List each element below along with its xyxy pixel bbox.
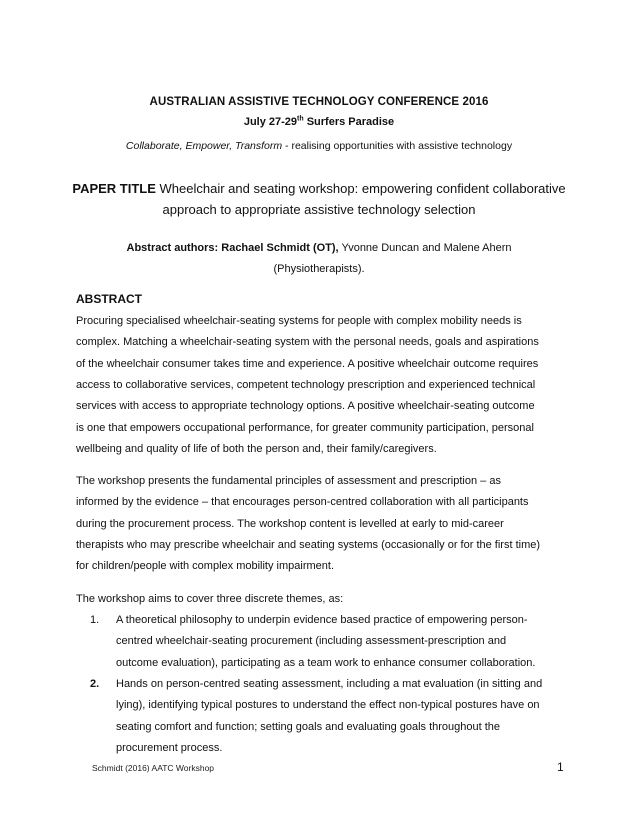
list-item-line: procurement process. <box>116 742 223 755</box>
paragraph-line: Procuring specialised wheelchair-seating systems for people with complex mobility needs is <box>76 315 522 327</box>
list-item-line: outcome evaluation), participating as a team work to enhance consumer collaboration. <box>116 656 536 669</box>
abstract-heading: ABSTRACT <box>76 292 142 306</box>
paragraph-line: The workshop aims to cover three discrete themes, as: <box>76 593 344 605</box>
paragraph-line: during the procurement process. The workshop content is levelled at early to mid-career <box>76 517 504 530</box>
page-number: 1 <box>557 760 564 774</box>
paragraph-line: for children/people with complex mobility impairment. <box>76 560 334 573</box>
authors-label: Abstract authors: Rachael Schmidt (OT), <box>126 242 339 254</box>
abstract-paragraph-2 <box>76 471 566 578</box>
list-item-line: A theoretical philosophy to underpin evidence based practice of empowering person- <box>116 614 528 626</box>
paragraph-line: complex. Matching a wheelchair-seating system with the personal needs, goals and aspirations <box>76 336 539 349</box>
list-item-line: Hands on person-centred seating assessment, including a mat evaluation (in sitting and <box>116 678 543 691</box>
paragraph-line: of the wheelchair consumer takes time and experience. A positive wheelchair outcome requires <box>76 357 539 370</box>
paragraph-line: therapists who may prescribe wheelchair and seating systems (occasionally or for the first time) <box>76 539 541 552</box>
conference-date <box>0 116 638 128</box>
tagline-rest: - realising opportunities with assistive technology <box>282 140 513 152</box>
date-superscript: th <box>297 115 304 123</box>
list-item-line: lying), identifying typical postures to understand the effect non-typical postures have on <box>116 699 540 712</box>
tagline-italic: Collaborate, Empower, Transform <box>125 140 283 152</box>
page-footer: Schmidt (2016) AATC Workshop <box>92 763 215 773</box>
paragraph-line: informed by the evidence – that encourages person-centred collaboration with all participants <box>76 496 529 509</box>
paper-title-line2: approach to appropriate assistive technology selection <box>162 202 476 217</box>
paragraph-line: wellbeing and quality of life of both the person and, their family/caregivers. <box>76 443 437 456</box>
conference-title: AUSTRALIAN ASSISTIVE TECHNOLOGY CONFERENCE 2016 <box>149 96 489 108</box>
list-item <box>76 610 566 674</box>
abstract-paragraph-3 <box>76 589 566 610</box>
paragraph-line: is one that empowers occupational performance, for greater community participation, personal <box>76 421 534 434</box>
paragraph-line: The workshop presents the fundamental principles of assessment and prescription – as <box>76 475 501 487</box>
conference-tagline <box>0 140 638 152</box>
list-item-number: 1. <box>90 614 100 626</box>
paper-title <box>0 178 638 220</box>
list-item-line: seating comfort and function; setting goals and evaluating goals throughout the <box>116 720 501 733</box>
list-item-line: centred wheelchair-seating procurement (including assessment-prescription and <box>116 635 507 648</box>
list-item <box>76 674 566 759</box>
list-item-number: 2. <box>90 678 100 691</box>
abstract-authors <box>0 238 638 280</box>
date-text: July 27-29 <box>243 116 298 128</box>
themes-list <box>76 610 566 759</box>
paper-title-line1: Wheelchair and seating workshop: empowering confident collaborative <box>155 181 566 196</box>
authors-line1: Yvonne Duncan and Malene Ahern <box>338 242 512 254</box>
authors-line2: (Physiotherapists). <box>273 263 365 275</box>
paragraph-line: access to collaborative services, competent technology prescription and experienced technical <box>76 379 536 392</box>
abstract-paragraph-1 <box>76 311 566 460</box>
paragraph-line: services with access to appropriate technology options. A positive wheelchair-seating outcome <box>76 400 535 413</box>
date-location: Surfers Paradise <box>303 116 395 128</box>
paper-title-label: PAPER TITLE <box>72 181 156 196</box>
